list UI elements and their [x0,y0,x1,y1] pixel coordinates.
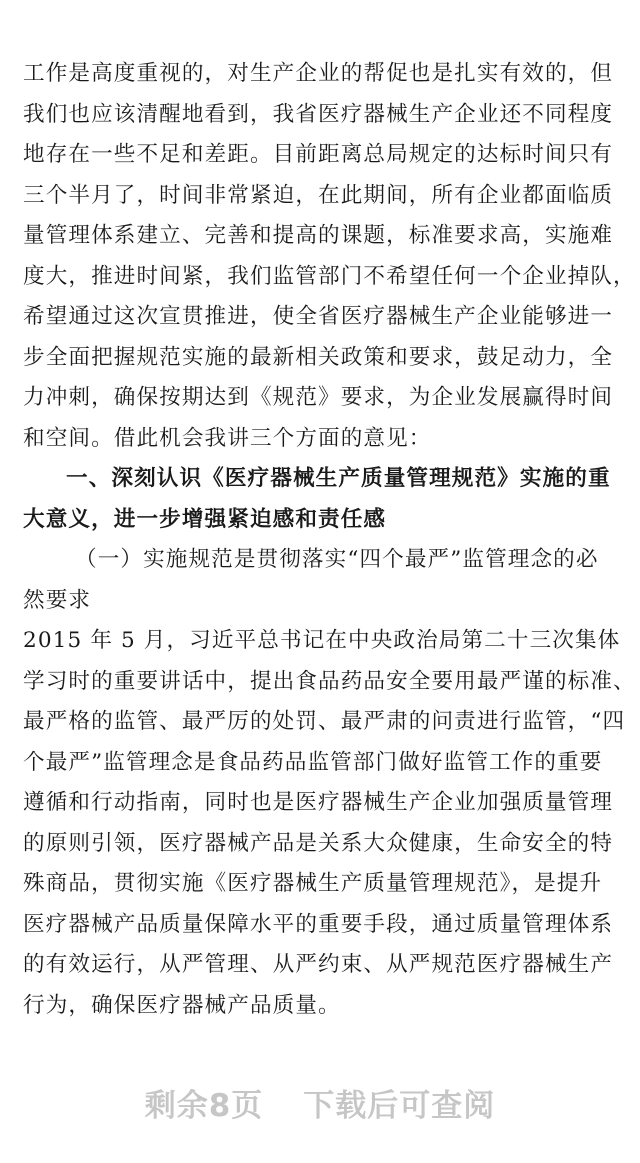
text-line: 遵循和行动指南，同时也是医疗器械生产企业加强质量管理 [23,790,614,815]
paragraph-intro [23,54,636,459]
text-line: 医疗器械产品质量保障水平的重要手段，通过质量管理体系 [23,911,614,937]
text-line: 步全面把握规范实施的最新相关政策和要求，鼓足动力，全 [23,344,614,370]
text-line: 2015 年 5 月，习近平总书记在中央政治局第二十三次集体 [23,628,621,653]
text-line: 三个半月了，时间非常紧迫，在此期间，所有企业都面临质 [23,182,614,208]
heading-line: 大意义，进一步增强紧迫感和责任感 [23,506,387,532]
text-line: 力冲刺，确保按期达到《规范》要求，为企业发展赢得时间 [23,385,614,410]
text-line: 的有效运行，从严管理、从严约束、从严规范医疗器械生产 [23,952,614,977]
paragraph-body [23,621,636,1026]
subheading-line: 然要求 [23,587,92,613]
download-hint-label: 下载后可查阅 [303,1088,496,1124]
text-line: 我们也应该清醒地看到，我省医疗器械生产企业还不同程度 [23,101,614,127]
text-line: 地存在一些不足和差距。目前距离总局规定的达标时间只有 [23,142,614,167]
subheading-line: （一）实施规范是贯彻落实“四个最严”监管理念的必 [75,547,599,572]
heading-line: 一、深刻认识《医疗器械生产质量管理规范》实施的重 [66,466,611,491]
section-heading-1 [23,459,623,540]
remaining-pages-label: 剩余8页 [144,1088,264,1124]
text-line: 度大，推进时间紧，我们监管部门不希望任何一个企业掉队， [23,263,636,289]
text-line: 个最严”监管理念是食品药品监管部门做好监管工作的重要 [23,749,603,775]
text-line: 殊商品，贯彻实施《医疗器械生产质量管理规范》，是提升 [23,871,603,896]
text-line: 和空间。借此机会我讲三个方面的意见： [23,425,432,451]
text-line: 工作是高度重视的，对生产企业的帮促也是扎实有效的，但 [23,61,614,86]
text-line: 行为，确保医疗器械产品质量。 [23,992,341,1018]
text-line: 的原则引领，医疗器械产品是关系大众健康，生命安全的特 [23,830,614,856]
subsection-heading-1 [23,540,623,621]
document-page [23,54,636,1026]
download-prompt-banner[interactable] [0,1080,640,1125]
text-line: 最严格的监管、最严厉的处罚、最严肃的问责进行监管，“四 [23,709,626,734]
text-line: 希望通过这次宣贯推进，使全省医疗器械生产企业能够进一 [23,304,614,329]
text-line: 量管理体系建立、完善和提高的课题，标准要求高，实施难 [23,223,614,248]
text-line: 学习时的重要讲话中，提出食品药品安全要用最严谨的标准、 [23,668,636,694]
